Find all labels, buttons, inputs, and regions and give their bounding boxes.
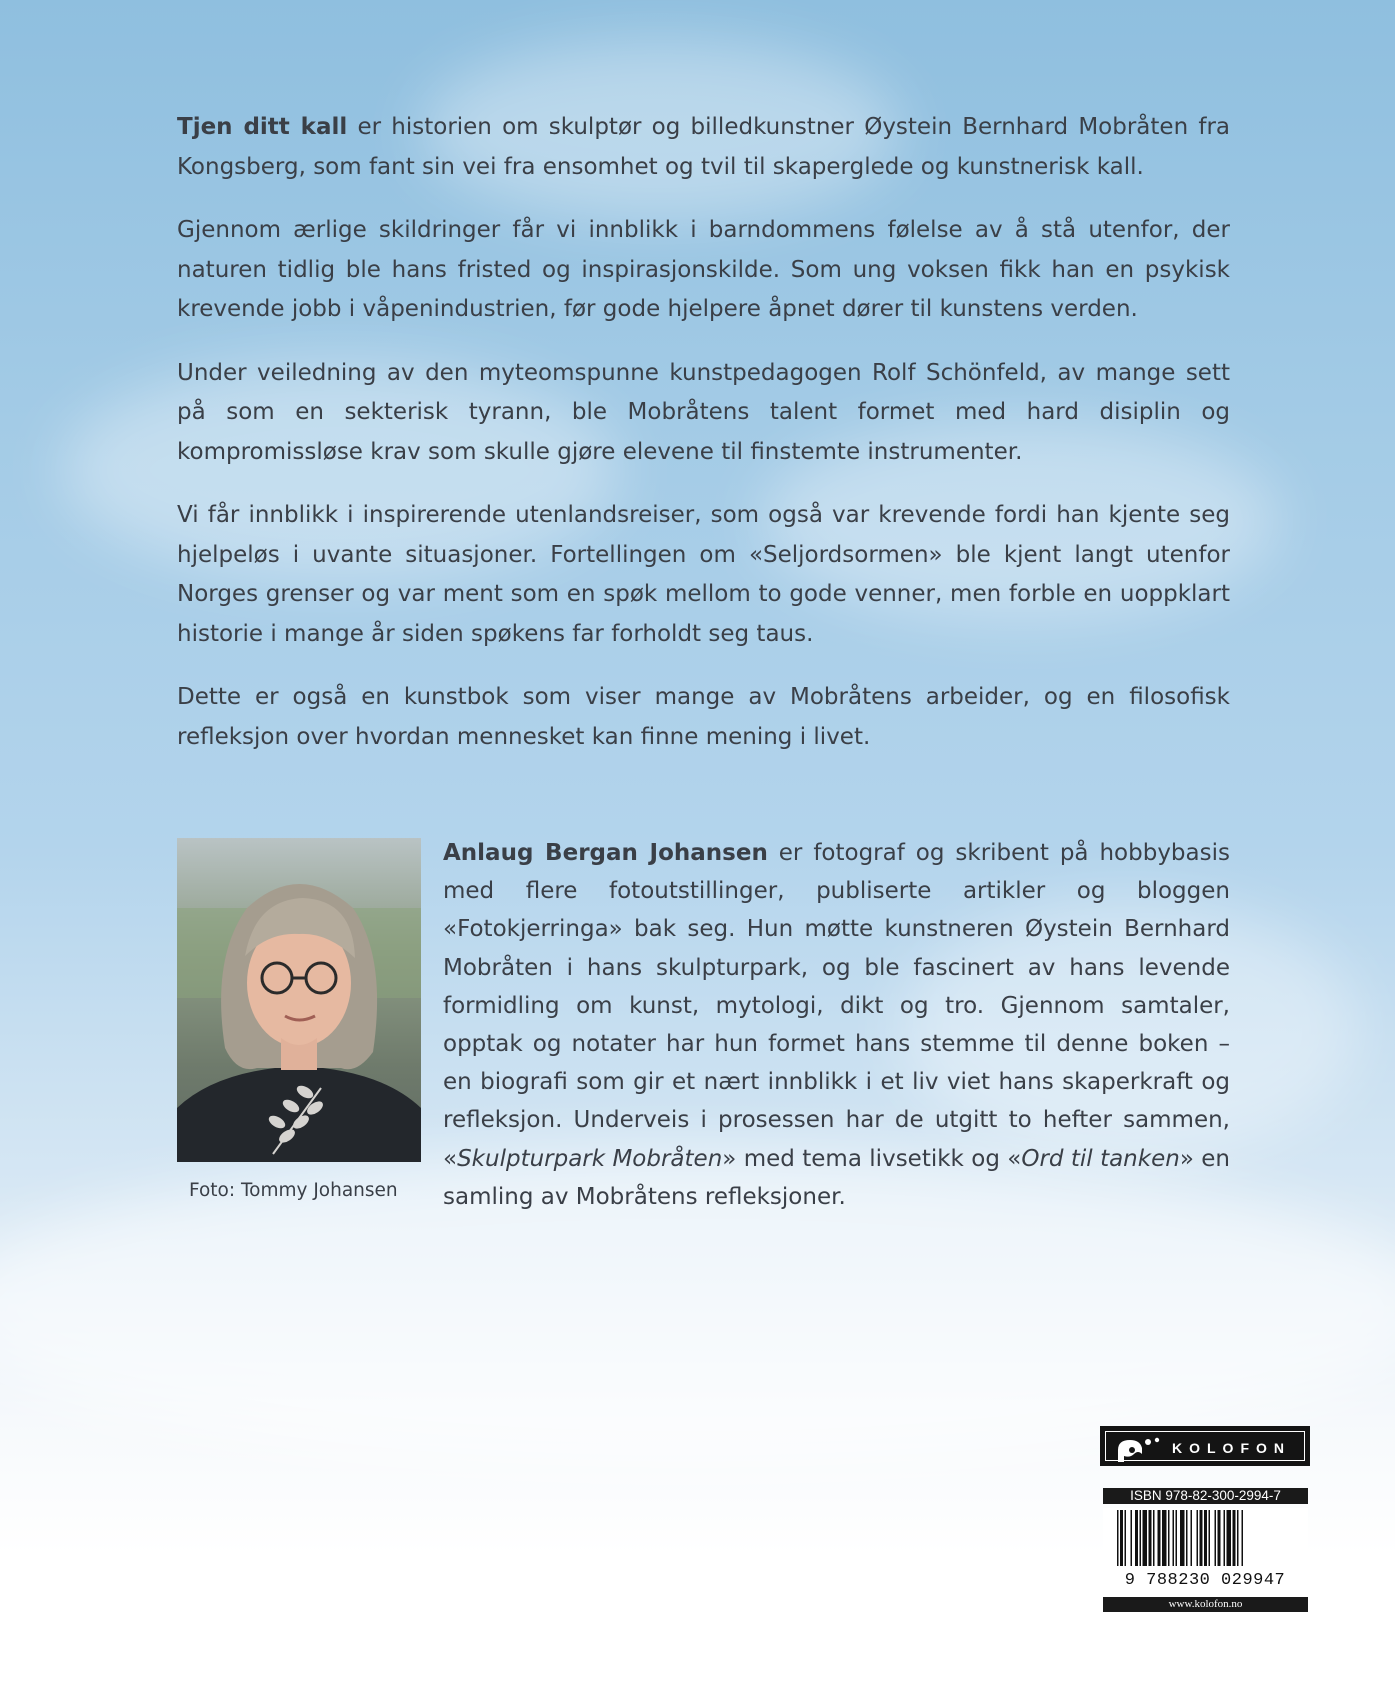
author-bio-part-3: » en samling av Mobråtens refleksjoner. bbox=[443, 1145, 1230, 1210]
blurb-paragraph-1-rest: er historien om skulptør og billedkunstner Øystein Bernhard Mobråten fra Kongsberg, som fant sin vei fra ensomhet og tvil til skaperglede og kunstnerisk kall. bbox=[177, 114, 1230, 180]
kolofon-mark-icon bbox=[1116, 1436, 1166, 1464]
publisher-logo-text: KOLOFON bbox=[1172, 1440, 1291, 1456]
blurb-paragraph-5: Dette er også en kunstbok som viser mange av Mobråtens arbeider, og en filosofisk refleksjon over hvordan mennesket kan finne mening i livet. bbox=[177, 684, 1230, 750]
author-photo bbox=[177, 838, 421, 1162]
author-bio bbox=[443, 834, 1230, 1216]
blurb-text bbox=[177, 108, 1230, 781]
isbn-label: ISBN 978-82-300-2994-7 bbox=[1103, 1488, 1308, 1504]
blurb-paragraph-4: Vi får innblikk i inspirerende utenlandsreiser, som også var krevende fordi han kjente seg hjelpeløs i uvante situasjoner. Fortellingen om «Seljordsormen» ble kjent langt utenfor Norges grenser og var ment som en spøk mellom to gode venner, men forble en uoppklart historie i mange år siden spøkens far forholdt seg taus. bbox=[177, 502, 1230, 647]
author-bio-part-1: er fotograf og skribent på hobbybasis med flere fotoutstillinger, publiserte artikler og bloggen «Fotokjerringa» bak seg. Hun møtte kunstneren Øystein Bernhard Mobråten i hans skulpturpark, og ble fascinert av hans levende formidling om kunst, mytologi, dikt og tro. Gjennom samtaler, opptak og notater har hun formet hans stemme til denne boken – en biografi som gir et nært innblikk i et liv viet hans skaperkraft og refleksjon. Underveis i prosessen har de utgitt to hefter sammen, « bbox=[443, 840, 1230, 1172]
blurb-paragraph-1 bbox=[177, 108, 1230, 187]
author-bio-part-2: » med tema livsetikk og « bbox=[722, 1145, 1022, 1172]
book-title: Tjen ditt kall bbox=[177, 114, 348, 140]
blurb-paragraph-3: Under veiledning av den myteomspunne kunstpedagogen Rolf Schönfeld, av mange sett på som en sekterisk tyrann, ble Mobråtens talent formet med hard disiplin og kompromissløse krav som skulle gjøre elevene til finstemte instrumenter. bbox=[177, 359, 1230, 465]
barcode-digits: 9 788230 029947 bbox=[1124, 1571, 1286, 1588]
author-name: Anlaug Bergan Johansen bbox=[443, 840, 768, 866]
publisher-logo bbox=[1100, 1426, 1310, 1466]
blurb-paragraph-2: Gjennom ærlige skildringer får vi innblikk i barndommens følelse av å stå utenfor, der naturen tidlig ble hans fristed og inspirasjonskilde. Som ung voksen fikk han en psykisk krevende jobb i våpenindustrien, før gode hjelpere åpnet dører til kunstens verden. bbox=[177, 217, 1230, 322]
barcode-bars bbox=[1117, 1510, 1243, 1566]
publisher-website: www.kolofon.no bbox=[1103, 1597, 1308, 1612]
barcode bbox=[1103, 1508, 1308, 1588]
work-title-2: Ord til tanken bbox=[1021, 1145, 1180, 1172]
photo-credit: Foto: Tommy Johansen bbox=[189, 1180, 398, 1201]
work-title-1: Skulpturpark Mobråten bbox=[457, 1145, 723, 1172]
